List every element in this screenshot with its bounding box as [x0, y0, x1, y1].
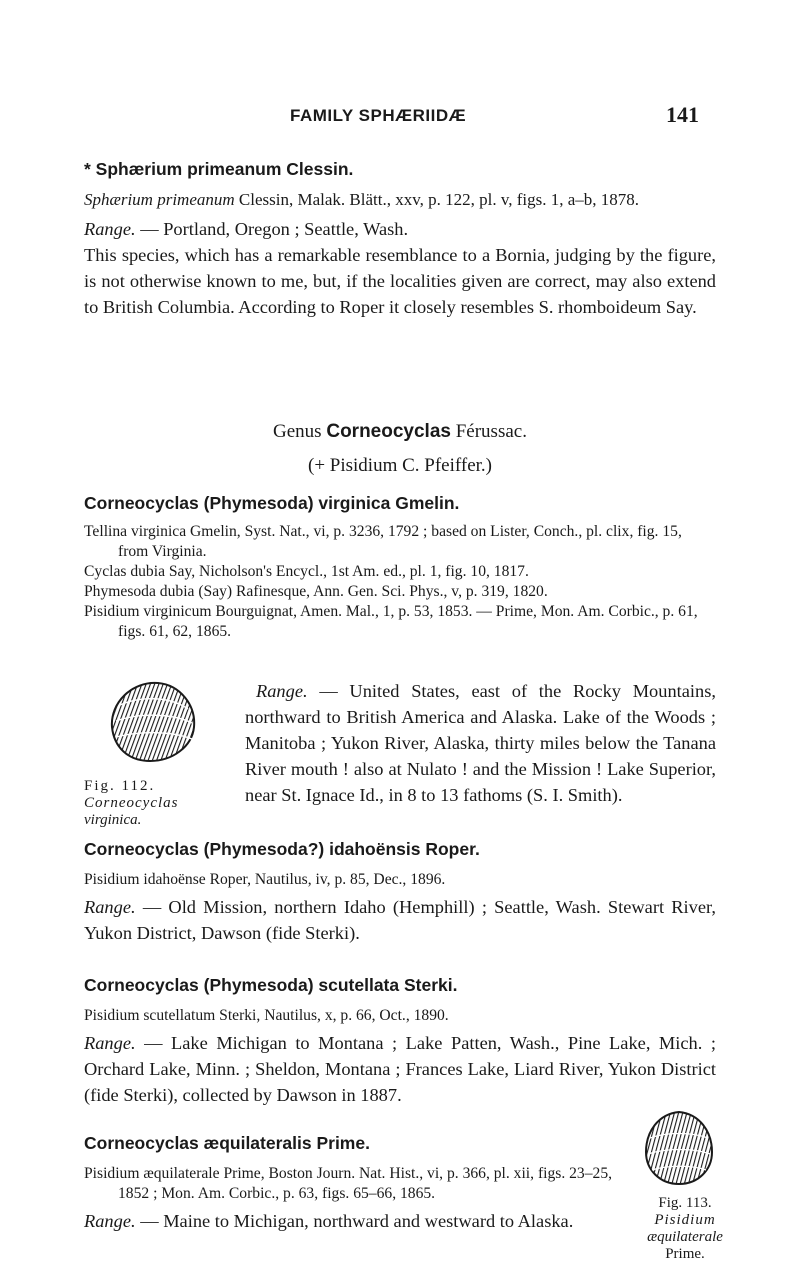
figure-species: æquilaterale	[647, 1229, 723, 1245]
reference: Pisidium virginicum Bourguignat, Amen. Mal., 1, p. 53, 1853. — Prime, Mon. Am. Corbic., p. 61, figs. 61, 62, 1865.	[84, 603, 698, 640]
range-text: — Maine to Michigan, northward and westward to Alaska.	[140, 1211, 574, 1231]
running-head	[0, 100, 800, 136]
genus-name: Corneocyclas	[326, 421, 451, 442]
figure-label: Fig. 112.	[84, 778, 156, 794]
range-paragraph	[84, 1208, 614, 1234]
shell-illustration-icon	[642, 1108, 716, 1188]
range-label: Range.	[84, 1033, 136, 1053]
species-heading: Corneocyclas (Phymesoda) scutellata Sterki.	[84, 975, 458, 995]
reference: Cyclas dubia Say, Nicholson's Encycl., 1st Am. ed., pl. 1, fig. 10, 1817.	[84, 563, 529, 580]
range-paragraph	[84, 216, 716, 242]
range-text: — Portland, Oregon ; Seattle, Wash.	[140, 219, 409, 239]
range-label: Range.	[256, 681, 308, 701]
shell-illustration-icon	[102, 675, 202, 767]
figure-genus: Corneocyclas	[84, 795, 179, 811]
range-block	[245, 678, 716, 808]
range-text: — Old Mission, northern Idaho (Hemphill) ; Seattle, Wash. Stewart River, Yukon District, Dawson (fide Sterki).	[84, 897, 716, 943]
genus-heading	[84, 418, 716, 480]
reference: Pisidium æquilaterale Prime, Boston Journ. Nat. Hist., vi, p. 366, pl. xii, figs. 23–25, 1852 ; Mon. Am. Corbic., p. 63, figs. 65–66, 1865.	[84, 1165, 613, 1202]
range-paragraph	[245, 678, 716, 808]
entry-corneocyclas-virginica	[84, 490, 716, 642]
reference: Pisidium scutellatum Sterki, Nautilus, x, p. 66, Oct., 1890.	[84, 1007, 449, 1024]
reference-text: Clessin, Malak. Blätt., xxv, p. 122, pl. v, figs. 1, a–b, 1878.	[238, 190, 640, 209]
entry-sphaerium-primeanum	[84, 156, 716, 320]
species-heading: Corneocyclas æquilateralis Prime.	[84, 1133, 370, 1153]
range-label: Range.	[84, 897, 136, 917]
genus-prefix: Genus	[273, 421, 322, 442]
species-heading: * Sphærium primeanum Clessin.	[84, 159, 354, 179]
genus-line	[84, 418, 716, 446]
figure-species: virginica.	[84, 812, 142, 828]
figure-genus: Pisidium	[654, 1212, 716, 1228]
note-paragraph: This species, which has a remarkable resemblance to a Bornia, judging by the figure, is not otherwise known to me, but, if the localities given are correct, may also extend to British Columbia. According to Roper it closely resembles S. rhomboideum Say.	[84, 245, 716, 317]
reference: Pisidium idahoënse Roper, Nautilus, iv, p. 85, Dec., 1896.	[84, 871, 446, 888]
reference	[84, 188, 716, 212]
figure-112	[84, 675, 234, 829]
reference-list	[84, 522, 716, 642]
genus-author: Férussac.	[455, 421, 527, 442]
range-text: — United States, east of the Rocky Mountains, northward to British America and Alaska. Lake of the Woods ; Manitoba ; Yukon River, Alaska, thirty miles below the Tanana River mouth ! also at Nulato ! and the Mission ! Lake Superior, near St. Ignace Id., in 8 to 13 fathoms (S. I. Smith).	[245, 681, 716, 805]
figure-113	[630, 1108, 740, 1263]
reference-name: Sphærium primeanum	[84, 190, 235, 209]
reference: Phymesoda dubia (Say) Rafinesque, Ann. Gen. Sci. Phys., v, p. 319, 1820.	[84, 583, 548, 600]
genus-synonym: (+ Pisidium C. Pfeiffer.)	[308, 455, 492, 476]
page-number: 141	[666, 102, 699, 127]
range-label: Range.	[84, 219, 136, 239]
figure-label: Fig. 113.	[658, 1195, 712, 1211]
figure-caption	[84, 778, 234, 829]
range-label: Range.	[84, 1211, 136, 1231]
figure-caption	[630, 1195, 740, 1263]
species-heading: Corneocyclas (Phymesoda) virginica Gmelin.	[84, 493, 460, 513]
range-paragraph	[84, 894, 716, 946]
running-title: FAMILY SPHÆRIIDÆ	[290, 106, 467, 125]
reference: Tellina virginica Gmelin, Syst. Nat., vi, p. 3236, 1792 ; based on Lister, Conch., pl. clix, fig. 15, from Virginia.	[84, 523, 682, 560]
range-paragraph	[84, 1030, 716, 1108]
entry-corneocyclas-idahoensis	[84, 836, 716, 946]
species-heading: Corneocyclas (Phymesoda?) idahoënsis Roper.	[84, 839, 480, 859]
entry-corneocyclas-aequilateralis	[84, 1130, 614, 1234]
figure-author: Prime.	[665, 1246, 705, 1262]
entry-corneocyclas-scutellata	[84, 972, 716, 1108]
range-text: — Lake Michigan to Montana ; Lake Patten, Wash., Pine Lake, Mich. ; Orchard Lake, Minn. ; Sheldon, Montana ; Frances Lake, Liard River, Yukon District (fide Sterki), collected by Dawson in 1887.	[84, 1033, 716, 1105]
